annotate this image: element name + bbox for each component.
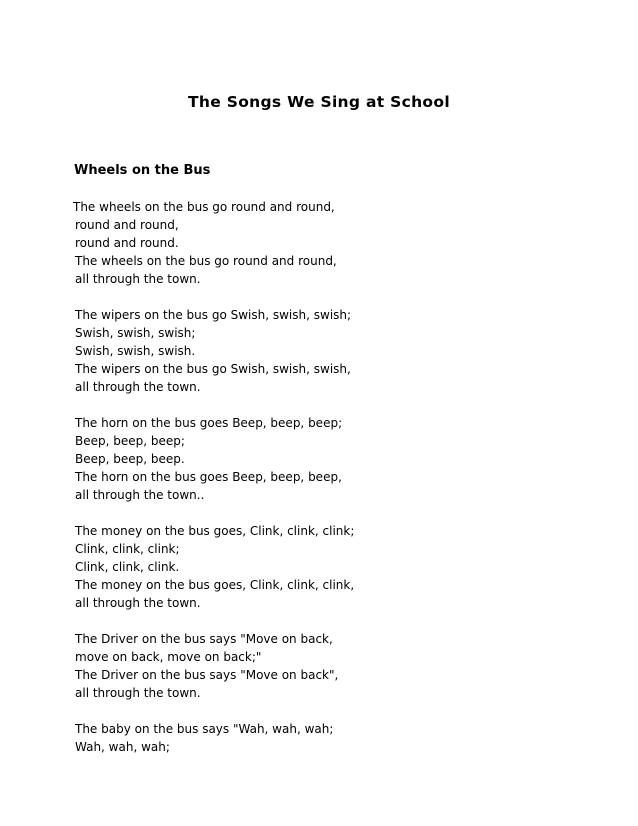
lyric-line: The wipers on the bus go Swish, swish, swish; [75, 308, 352, 322]
lyric-line: move on back, move on back;" [75, 650, 262, 664]
lyric-line: all through the town.. [75, 488, 205, 502]
song-title: Wheels on the Bus [74, 163, 211, 178]
lyric-line: all through the town. [75, 380, 201, 394]
lyric-line: Clink, clink, clink; [75, 542, 180, 556]
lyric-line: The baby on the bus says "Wah, wah, wah; [75, 722, 334, 736]
lyric-line: The Driver on the bus says "Move on back, [75, 632, 333, 646]
lyric-line: Wah, wah, wah; [75, 740, 170, 754]
lyric-line: round and round, [75, 218, 179, 232]
verse [75, 630, 595, 702]
verse [75, 198, 595, 288]
lyric-line: Swish, swish, swish. [75, 344, 196, 358]
lyric-line: Swish, swish, swish; [75, 326, 196, 340]
lyric-line: all through the town. [75, 686, 201, 700]
lyric-line: Beep, beep, beep; [75, 434, 185, 448]
verse [75, 414, 595, 504]
song-lyrics [75, 198, 595, 774]
lyric-line: Beep, beep, beep. [75, 452, 185, 466]
verse [75, 720, 595, 756]
lyric-line: all through the town. [75, 272, 201, 286]
lyric-line: The Driver on the bus says "Move on back", [75, 668, 339, 682]
lyric-line: The money on the bus goes, Clink, clink, clink, [75, 578, 355, 592]
verse [75, 522, 595, 612]
lyric-line: round and round. [75, 236, 179, 250]
lyric-line: The wheels on the bus go round and round, [73, 200, 335, 214]
lyric-line: Clink, clink, clink. [75, 560, 180, 574]
page-title: The Songs We Sing at School [188, 93, 450, 111]
lyric-line: The wheels on the bus go round and round, [75, 254, 337, 268]
lyric-line: all through the town. [75, 596, 201, 610]
verse [75, 306, 595, 396]
lyric-line: The money on the bus goes, Clink, clink, clink; [75, 524, 355, 538]
lyric-line: The horn on the bus goes Beep, beep, beep; [75, 416, 343, 430]
lyric-line: The wipers on the bus go Swish, swish, swish, [75, 362, 351, 376]
lyric-line: The horn on the bus goes Beep, beep, beep, [75, 470, 342, 484]
